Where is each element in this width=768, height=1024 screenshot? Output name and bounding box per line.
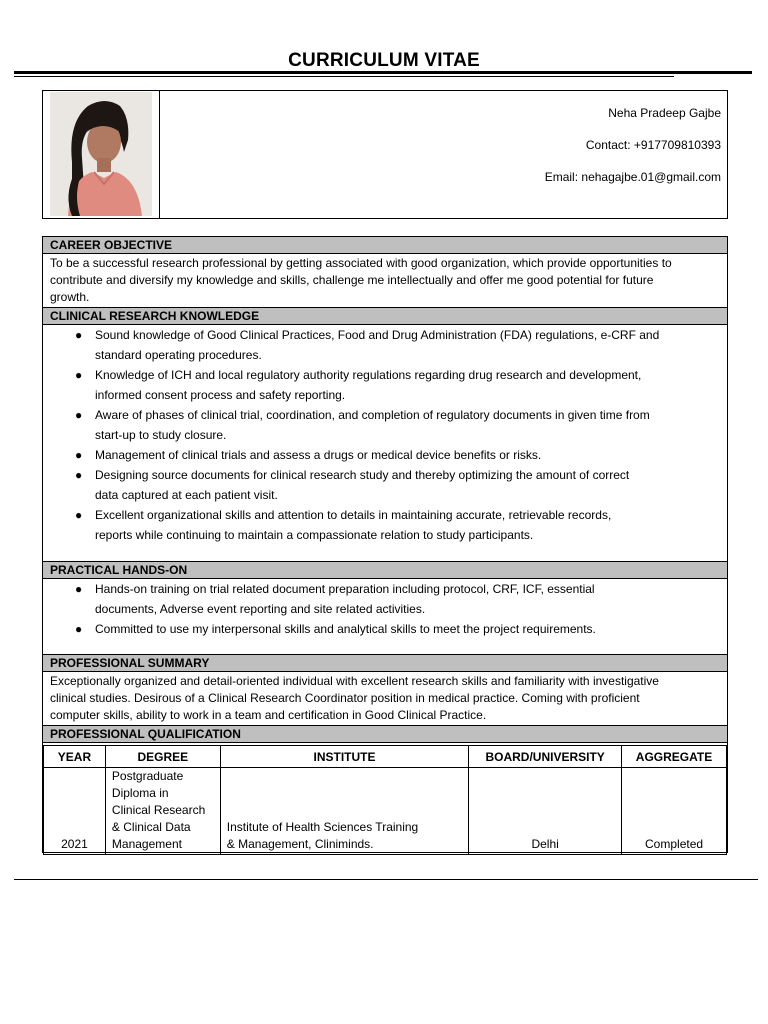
bullet-icon: ●	[75, 508, 83, 522]
summary-heading: PROFESSIONAL SUMMARY	[43, 654, 727, 672]
list-item: ● Knowledge of ICH and local regulatory authority regulations regarding drug research and development, informed consent process and safety reporting.	[43, 365, 727, 405]
career-objective-text: To be a successful research professional by getting associated with good organization, which provide opportunities to contribute and diversify my knowledge and skills, challenge me intellectually and offer me good potential for future growth.	[50, 256, 672, 304]
bullet-icon: ●	[75, 582, 83, 596]
cell-institute: Institute of Health Sciences Training & Management, Cliniminds.	[220, 768, 468, 855]
column-header-year: YEAR	[44, 746, 106, 768]
profile-photo	[50, 92, 152, 216]
column-header-institute: INSTITUTE	[220, 746, 468, 768]
column-header-board: BOARD/UNIVERSITY	[469, 746, 622, 768]
bullet-icon: ●	[75, 408, 83, 422]
bullet-icon: ●	[75, 328, 83, 342]
page-title: CURRICULUM VITAE	[288, 50, 480, 71]
list-item: ● Hands-on training on trial related document preparation including protocol, CRF, ICF, essential documents, Adverse event reporting and site related activities.	[43, 579, 727, 619]
qualification-heading: PROFESSIONAL QUALIFICATION	[43, 725, 727, 743]
cell-aggregate: Completed	[622, 768, 727, 855]
list-item: ● Designing source documents for clinical research study and thereby optimizing the amount of correct data captured at each patient visit.	[43, 465, 727, 505]
photo-cell	[43, 91, 160, 218]
qualification-table	[43, 745, 727, 855]
bullet-icon: ●	[75, 368, 83, 382]
bullet-icon: ●	[75, 468, 83, 482]
clinical-research-heading: CLINICAL RESEARCH KNOWLEDGE	[43, 307, 727, 325]
cell-degree: Postgraduate Diploma in Clinical Research & Clinical Data Management	[105, 768, 220, 855]
summary-text: Exceptionally organized and detail-oriented individual with excellent research skills and familiarity with investigative clinical studies. Desirous of a Clinical Research Coordinator position in medical practice. Coming with proficient computer skills, ability to work in a team and certification in Good Clinical Practice.	[50, 674, 659, 722]
practical-heading: PRACTICAL HANDS-ON	[43, 561, 727, 579]
footer-rule	[14, 879, 758, 880]
practical-list	[43, 579, 727, 639]
clinical-research-list	[43, 325, 727, 545]
table-row	[44, 768, 727, 855]
cell-year: 2021	[44, 768, 106, 855]
title-underline-thick	[14, 71, 752, 74]
table-header-row	[44, 746, 727, 768]
candidate-name: Neha Pradeep Gajbe	[608, 106, 721, 120]
column-header-degree: DEGREE	[105, 746, 220, 768]
list-item: ● Aware of phases of clinical trial, coordination, and completion of regulatory documents in given time from start-up to study closure.	[43, 405, 727, 445]
list-item: ● Management of clinical trials and assess a drugs or medical device benefits or risks.	[43, 445, 727, 465]
career-objective-heading: CAREER OBJECTIVE	[43, 236, 727, 254]
bullet-icon: ●	[75, 448, 83, 462]
contact-email: Email: nehagajbe.01@gmail.com	[544, 170, 721, 184]
list-item: ● Excellent organizational skills and attention to details in maintaining accurate, retrievable records, reports while continuing to maintain a compassionate relation to study participants.	[43, 505, 727, 545]
column-header-aggregate: AGGREGATE	[622, 746, 727, 768]
contact-phone: Contact: +917709810393	[585, 138, 721, 152]
cell-board: Delhi	[469, 768, 622, 855]
bullet-icon: ●	[75, 622, 83, 636]
list-item: ● Sound knowledge of Good Clinical Practices, Food and Drug Administration (FDA) regulations, e-CRF and standard operating procedures.	[43, 325, 727, 365]
contact-block	[545, 105, 721, 201]
resume-body	[42, 236, 728, 853]
header-section	[42, 90, 728, 219]
title-underline-thin	[14, 76, 674, 77]
list-item: ● Committed to use my interpersonal skills and analytical skills to meet the project requirements.	[43, 619, 727, 639]
